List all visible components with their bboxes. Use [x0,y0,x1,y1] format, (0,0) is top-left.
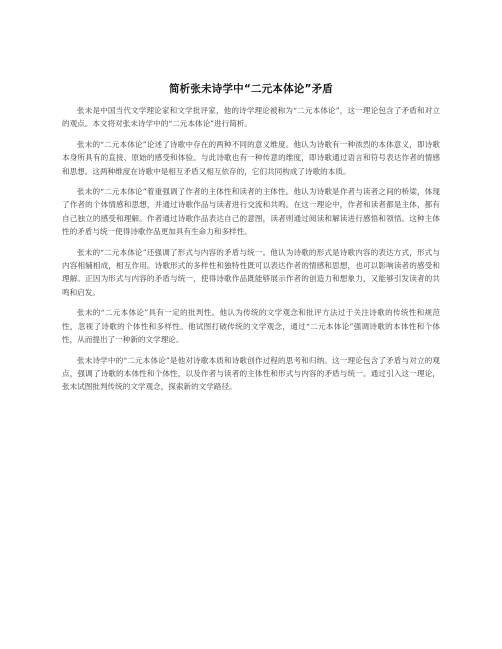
document-title: 简析张未诗学中“二元本体论”矛盾 [168,83,333,95]
paragraph: 张未诗学中的“二元本体论”是他对诗歌本质和诗歌创作过程的思考和归纳。这一理论包含了矛盾与对立的观点，强调了诗歌的本体性和个体性，以及作者与读者的主体性和形式与内容的矛盾与统一。通过引入这一理论，张未试图批判传统的文学观念，探索新的文学路径。 [62,355,440,392]
paragraph: 张未的“二元本体论”具有一定的批判性。他认为传统的文学观念和批评方法过于关注诗歌的传统性和规范性，忽视了诗歌的个体性和多样性。他试图打破传统的文学观念，通过“二元本体论”强调诗歌的本体性和个体性，从而提出了一种新的文学理论。 [62,308,440,345]
document-body [62,104,440,401]
paragraph: 张未是中国当代文学理论家和文学批评家，他的诗学理论被称为“二元本体论”，这一理论包含了矛盾和对立的观点。本文将对张未诗学中的“二元本体论”进行简析。 [62,106,440,129]
paragraph: 张未的“二元本体论”论述了诗歌中存在的两种不同的意义维度。他认为诗歌有一种浓烈的本体意义，即诗歌本身所具有的直接、原始的感受和体验。与此诗歌也有一种传意的维度，即诗歌通过语言和符号表达作者的情感和思想。这两种维度在诗歌中是相互矛盾又相互依存的，它们共同构成了诗歌的本质。 [62,139,440,176]
paragraph: 张未的“二元本体论”着重强调了作者的主体性和读者的主体性。他认为诗歌是作者与读者之间的桥梁，体现了作者的个体情感和思想，并通过诗歌作品与读者进行交流和共鸣。在这一理论中，作者和读者都是主体，都有自己独立的感受和理解。作者通过诗歌作品表达自己的意图，读者则通过阅读和解读进行感悟和领悟。这种主体性的矛盾与统一使得诗歌作品更加具有生命力和多样性。 [62,187,440,237]
paragraph: 张未的“二元本体论”还强调了形式与内容的矛盾与统一。他认为诗歌的形式是诗歌内容的表达方式，形式与内容相辅相成，相互作用。诗歌形式的多样性和独特性既可以表达作者的情感和思想，也可以影响读者的感受和理解。正因为形式与内容的矛盾与统一，使得诗歌作品既能够展示作者的创造力和想象力，又能够引发读者的共鸣和启发。 [62,247,440,297]
